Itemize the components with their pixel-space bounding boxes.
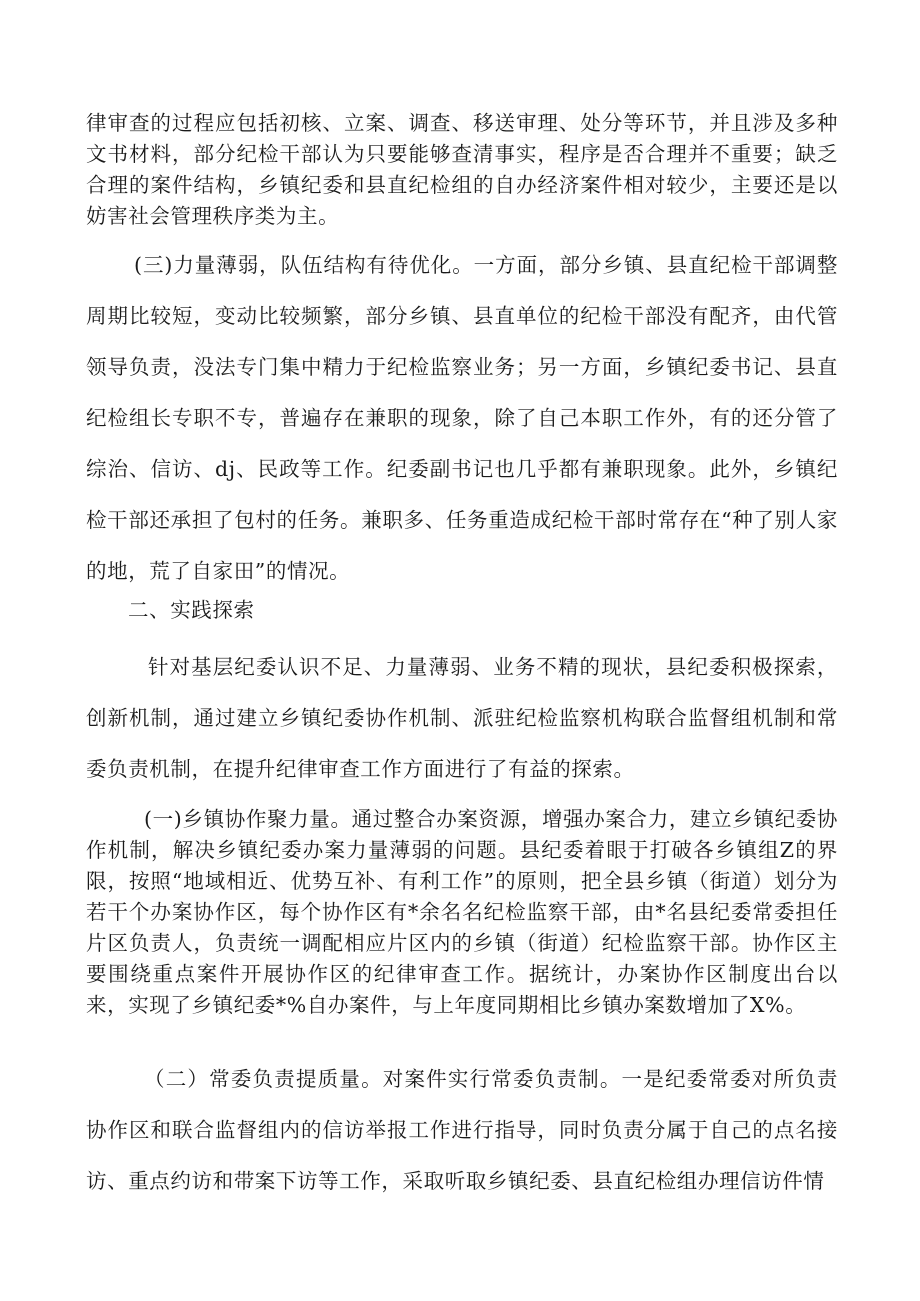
paragraph-standing-committee-responsibility: （二）常委负责提质量。对案件实行常委负责制。一是纪委常委对所负责协作区和联合监督组内的信访举报工作进行指导，同时负责分属于自己的点名接访、重点约访和带案下访等工作，采取听取乡镇纪委、县直纪检组办理信访件情 xyxy=(86,1067,838,1193)
paragraph-exploration-intro: 针对基层纪委认识不足、力量薄弱、业务不精的现状，县纪委积极探索，创新机制，通过建立乡镇纪委协作机制、派驻纪检监察机构联合监督组机制和常委负责机制，在提升纪律审查工作方面进行了有益的探索。 xyxy=(86,655,838,781)
paragraph-section-three-weak-force: (三)力量薄弱，队伍结构有待优化。一方面，部分乡镇、县直纪检干部调整周期比较短，变动比较频繁，部分乡镇、县直单位的纪检干部没有配齐，由代管领导负责，没法专门集中精力于纪检监察业务；另一方面，乡镇纪委书记、县直纪检组长专职不专，普遍存在兼职的现象，除了自己本职工作外，有的还分管了综治、信访、dj、民政等工作。纪委副书记也几乎都有兼职现象。此外，乡镇纪检干部还承担了包村的任务。兼职多、任务重造成纪检干部时常存在“种了别人家的地，荒了自家田”的情况。 xyxy=(86,253,838,583)
paragraph-continued-review-process: 律审查的过程应包括初核、立案、调查、移送审理、处分等环节，并且涉及多种文书材料，部分纪检干部认为只要能够查清事实，程序是否合理并不重要；缺乏合理的案件结构，乡镇纪委和县直纪检组的自办经济案件相对较少，主要还是以妨害社会管理秩序类为主。 xyxy=(86,111,838,228)
heading-practice-exploration: 二、实践探索 xyxy=(128,598,255,622)
paragraph-township-cooperation: (一)乡镇协作聚力量。通过整合办案资源，增强办案合力，建立乡镇纪委协作机制，解决乡镇纪委办案力量薄弱的问题。县纪委着眼于打破各乡镇组Z的界限，按照“地域相近、优势互补、有利工作”的原则，把全县乡镇（街道）划分为若干个办案协作区，每个协作区有*余名名纪检监察干部，由*名县纪委常委担任片区负责人，负责统一调配相应片区内的乡镇（街道）纪检监察干部。协作区主要围绕重点案件开展协作区的纪律审查工作。据统计，办案协作区制度出台以来，实现了乡镇纪委*%自办案件，与上年度同期相比乡镇办案数增加了X%。 xyxy=(86,807,838,1017)
